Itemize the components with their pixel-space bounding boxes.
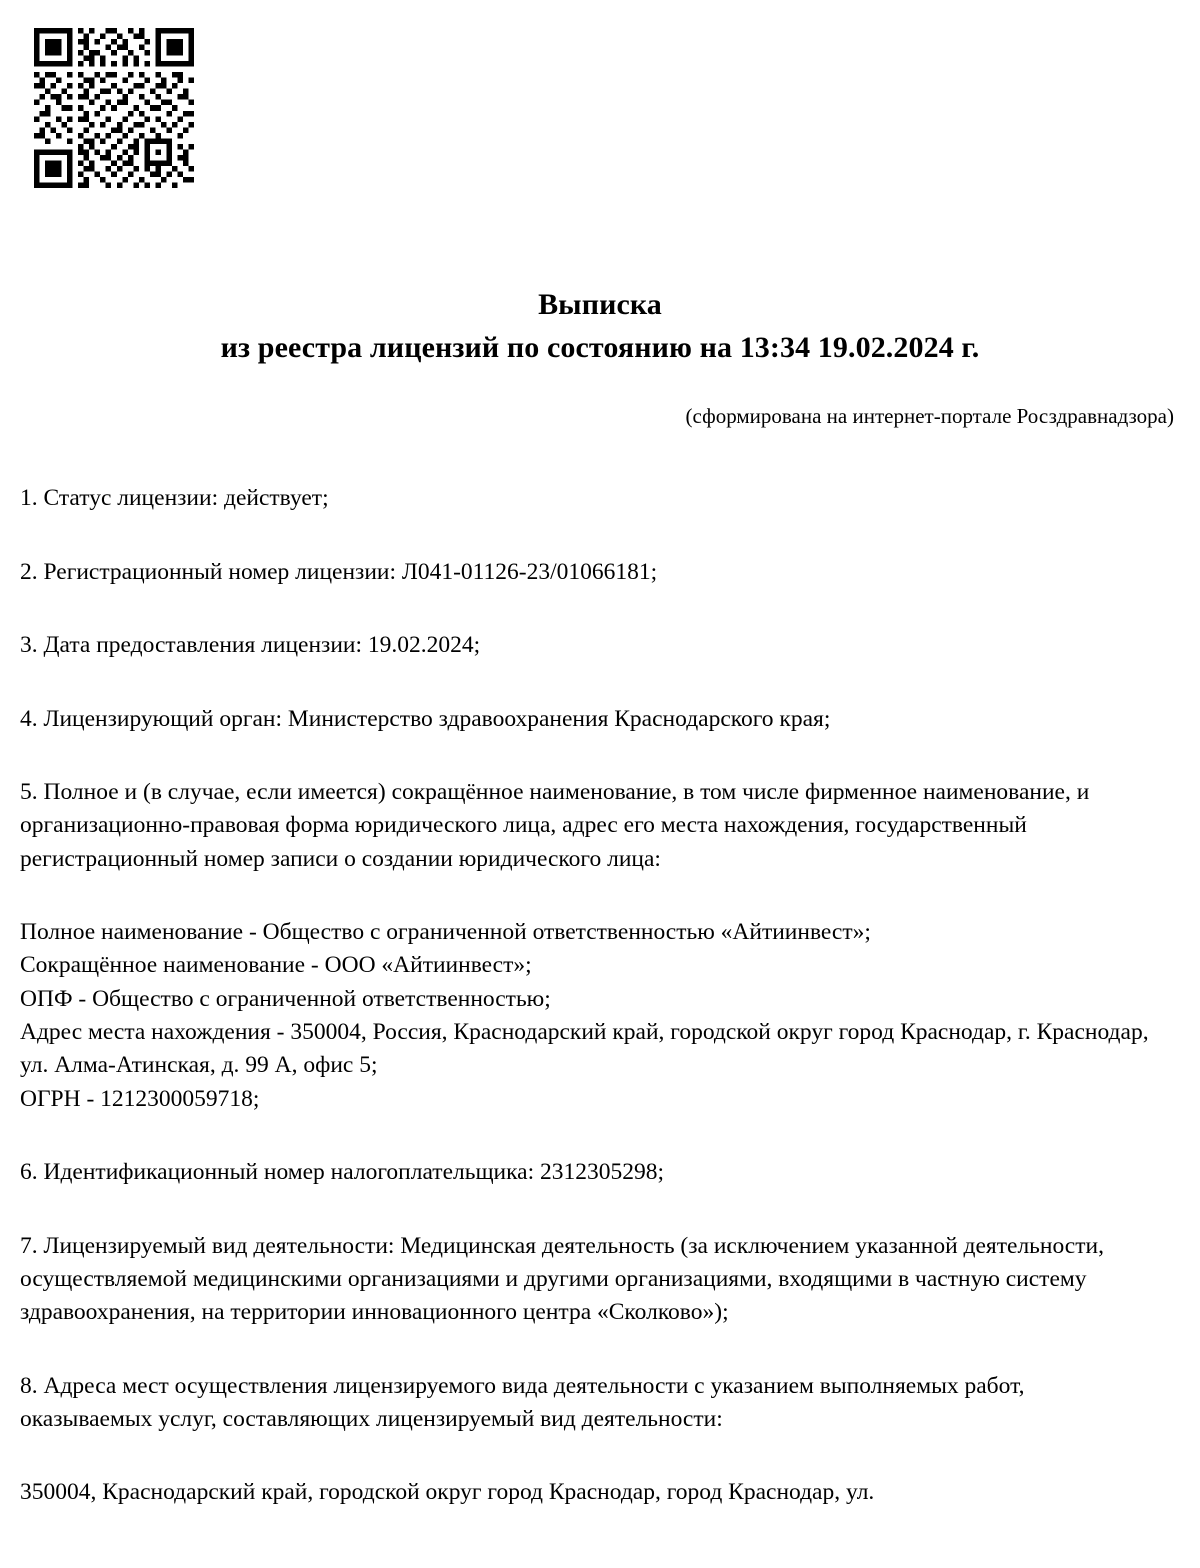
entity-legal-form: ОПФ - Общество с ограниченной ответственностью; (20, 985, 551, 1012)
legal-entity-heading: 5. Полное и (в случае, если имеется) сокращённое наименование, в том числе фирменное наименование, и организационно-правовая форма юридического лица, адрес его места нахождения, государственный регистрационный номер записи о создании юридического лица: (20, 778, 1090, 872)
activity-addresses-heading: 8. Адреса мест осуществления лицензируемого вида деятельности с указанием выполняемых работ, оказываемых услуг, составляющих лицензируемый вид деятельности: (20, 1372, 1025, 1432)
license-status: 1. Статус лицензии: действует; (20, 485, 329, 512)
activity-address-line: 350004, Краснодарский край, городской округ город Краснодар, город Краснодар, ул. (20, 1479, 875, 1506)
title-line-1: Выписка (538, 288, 662, 321)
qr-code-icon (34, 28, 194, 188)
entity-ogrn: ОГРН - 1212300059718; (20, 1085, 260, 1112)
document-title (20, 284, 1180, 369)
licensing-authority: 4. Лицензирующий орган: Министерство здравоохранения Краснодарского края; (20, 705, 831, 732)
licensed-activity-type: 7. Лицензируемый вид деятельности: Медицинская деятельность (за исключением указанной деятельности, осуществляемой медицинскими организациями и другими организациями, входящими в частную систему здравоохранения, на территории инновационного центра «Сколково»); (20, 1232, 1104, 1326)
entity-address: Адрес места нахождения - 350004, Россия, Краснодарский край, городской округ город Краснодар, г. Краснодар, ул. Алма-Атинская, д. 99 А, офис 5; (20, 1019, 1149, 1079)
entity-short-name: Сокращённое наименование - ООО «Айтиинвест»; (20, 952, 532, 979)
document-body (20, 482, 1180, 1509)
license-issue-date: 3. Дата предоставления лицензии: 19.02.2024; (20, 632, 481, 659)
title-line-2: из реестра лицензий по состоянию на 13:34 19.02.2024 г. (220, 330, 980, 364)
legal-entity-details (20, 916, 1160, 1116)
document-subtitle: (сформирована на интернет-портале Росздравнадзора) (685, 404, 1174, 429)
taxpayer-identification-number: 6. Идентификационный номер налогоплательщика: 2312305298; (20, 1159, 665, 1186)
license-registration-number: 2. Регистрационный номер лицензии: Л041-01126-23/01066181; (20, 558, 658, 585)
entity-full-name: Полное наименование - Общество с ограниченной ответственностью «Айтиинвест»; (20, 919, 871, 945)
